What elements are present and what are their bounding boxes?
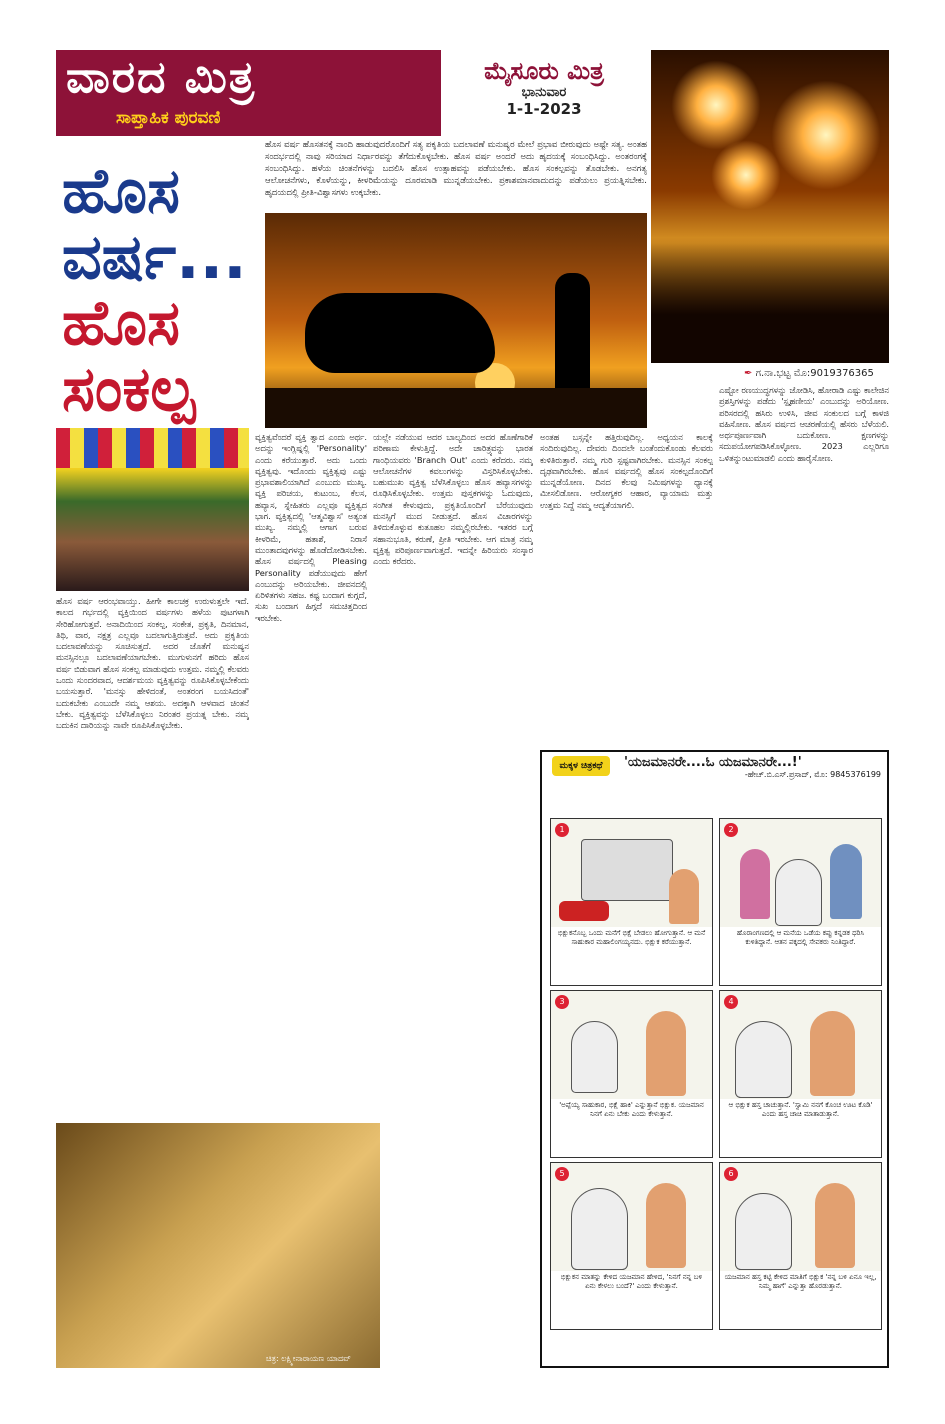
- intro-paragraph: ಹೊಸ ವರ್ಷ ಹೊಸತನಕ್ಕೆ ನಾಂದಿ ಹಾಡುವುದರೊಂದಿಗೆ ಸತ್ಯ ಪಕೃತಿಯ ಬದಲಾವಣೆ ಮನುಷ್ಯರ ಮೇಲೆ ಪ್ರಭಾವ ಬೀರುವುದು ಅಷ್ಟೇ ಸತ್ಯ. ಅಂತಹ ಸಂದರ್ಭದಲ್ಲಿ ನಾವು ಸರಿಯಾದ ನಿರ್ಧಾರವನ್ನು ತೆಗೆದುಕೊಳ್ಳಬೇಕು. ಹೊಸ ವರ್ಷ ಅಂದರೆ ಅದು ಹೃದಯಕ್ಕೆ ಸಂಬಂಧಿಸಿದ್ದು. ಅಂತರಂಗಕ್ಕೆ ಸಂಬಂಧಿಸಿದ್ದು. ಹಳೆಯ ಚಿಂತನೆಗಳನ್ನು ಬದಲಿಸಿ ಹೊಸ ಉತ್ಸಾಹವನ್ನು ಪಡೆಯಬೇಕು. ಹೊಸ ಸಂಕಲ್ಪವನ್ನು ತೊಡಬೇಕು. ಅನಗತ್ಯ ಆಲೋಚನೆಗಳು, ಕೊಳೆಯನ್ನು, ಕೀಳರಿಮೆಯನ್ನು ದೂರಮಾಡಿ ಮುನ್ನಡೆಯಬೇಕು. ಪ್ರಕಾಶಮಾನವಾದುದನ್ನು ಪಡೆಯಲು ಪ್ರಯತ್ನಿಸಬೇಕು. ಹೃದಯದಲ್ಲಿ ಪ್ರೀತಿ-ವಿಶ್ವಾಸಗಳು ಉಕ್ಕಬೇಕು.: [265, 140, 647, 198]
- article-column-3: ಯಲ್ಲೇ ನಡೆಯುವ ಅದರ ಬಾಲ್ಯದಿಂದ ಅದರ ಹೊಣೆಗಾರಿಕೆ ಪರಿಣಾಮ ಕೇಳುತ್ತಿದ್ದೆ. ಅದೇ ಚಾರಿತ್ರ್ಯವನ್ನು ಭಾರತ ಗಾಂಧಿಯವರು 'Branch Out' ಎಂದು ಕರೆದರು. ನಮ್ಮ ಆಲೋಚನೆಗಳ ಕವಲುಗಳನ್ನು ವಿಸ್ತರಿಸಿಕೊಳ್ಳಬೇಕು. ಬಹುಮುಖ ವ್ಯಕ್ತಿತ್ವ ಬೆಳೆಸಿಕೊಳ್ಳಲು ಹೊಸ ಹವ್ಯಾಸಗಳನ್ನು ರೂಢಿಸಿಕೊಳ್ಳಬೇಕು. ಉತ್ತಮ ಪುಸ್ತಕಗಳನ್ನು ಓದುವುದು, ಸಂಗೀತ ಕೇಳುವುದು, ಪ್ರಕೃತಿಯೊಂದಿಗೆ ಬೆರೆಯುವುದು ಮನಸ್ಸಿಗೆ ಮುದ ನೀಡುತ್ತದೆ. ಹೊಸ ವಿಚಾರಗಳನ್ನು ತಿಳಿದುಕೊಳ್ಳುವ ಕುತೂಹಲ ನಮ್ಮಲ್ಲಿರಬೇಕು. ಇತರರ ಬಗ್ಗೆ ಸಹಾನುಭೂತಿ, ಕರುಣೆ, ಪ್ರೀತಿ ಇರಬೇಕು. ಆಗ ಮಾತ್ರ ನಮ್ಮ ವ್ಯಕ್ತಿತ್ವ ಪರಿಪೂರ್ಣವಾಗುತ್ತದೆ. ಇದನ್ನೇ ಹಿರಿಯರು ಸಂಸ್ಕಾರ ಎಂದು ಕರೆದರು.: [373, 432, 533, 567]
- issue-day: ಭಾನುವಾರ: [521, 85, 567, 100]
- byline: [744, 368, 874, 379]
- comic-panel: [719, 1162, 882, 1330]
- article-column-3b: [386, 1128, 533, 1368]
- article-column-1: ಹೊಸ ವರ್ಷ ಆರಂಭವಾಯ್ತು. ಹೀಗೇ ಕಾಲಚಕ್ರ ಉರುಳುತ್ತಲೇ ಇದೆ. ಕಾಲದ ಗರ್ಭದಲ್ಲಿ ವ್ಯಕ್ತಿಯಿಂದ ವರ್ಷಗಳು ಹಳೆಯ ಪುಟಗಳಾಗಿ ಸೇರಿಹೋಗುತ್ತವೆ. ಅನಾದಿಯಿಂದ ಸಂಕಲ್ಪ, ಸಂಕೇತ, ಪ್ರಕೃತಿ, ದಿನಮಾನ, ತಿಥಿ, ವಾರ, ನಕ್ಷತ್ರ ಎಲ್ಲವೂ ಬದಲಾಗುತ್ತಿರುತ್ತವೆ. ಅದು ಪ್ರಕೃತಿಯ ಬದಲಾವಣೆಯನ್ನು ಸೂಚಿಸುತ್ತದೆ. ಅದರ ಜೊತೆಗೆ ಮನುಷ್ಯನ ಮನಸ್ಸಿನಲ್ಲೂ ಬದಲಾವಣೆಯಾಗಬೇಕು. ಮುಗುಳುನಗೆ ಹರಿದು ಹೊಸ ವರ್ಷ ಬಿಡುವಾಗ ಹೊಸ ಸಂಕಲ್ಪ ಮಾಡುವುದು ಉತ್ತಮ. ನಮ್ಮಲ್ಲಿ ಕೆಲವರು ಒಂದು ಸುಂದರವಾದ, ಆದರ್ಶಮಯ ವ್ಯಕ್ತಿತ್ವವನ್ನು ರೂಪಿಸಿಕೊಳ್ಳಬೇಕೆಂದು ಬಯಸುತ್ತಾರೆ. 'ಮನಸ್ಸು ಹೇಳಿದಂತೆ, ಅಂತರಂಗ ಬಯಸಿದಂತೆ' ಬದುಕಬೇಕು ಎಂಬುದೇ ನಮ್ಮ ಆಶಯ. ಅದಕ್ಕಾಗಿ ಆಳವಾದ ಚಿಂತನೆ ಬೇಕು. ವ್ಯಕ್ತಿತ್ವವನ್ನು ಬೆಳೆಸಿಕೊಳ್ಳಲು ನಿರಂತರ ಪ್ರಯತ್ನ ಬೇಕು. ನಮ್ಮ ಬದುಕಿನ ದಾರಿಯನ್ನು ನಾವೇ ರೂಪಿಸಿಕೊಳ್ಳಬೇಕು.: [56, 596, 249, 731]
- panel-number: 4: [724, 995, 738, 1009]
- crowd-silhouette: [651, 243, 889, 363]
- master-drawing: [775, 859, 822, 926]
- masthead-subtitle: ಸಾಪ್ತಾಹಿಕ ಪುರವಣಿ: [116, 108, 221, 128]
- beggar-drawing: [646, 1183, 686, 1268]
- panel-number: 2: [724, 823, 738, 837]
- panel-caption: ಭಿಕ್ಷುಕನ ಮಾತನ್ನು ಕೇಳಿದ ಯಜಮಾನ ಹೇಳಿದ, 'ನಿನಗೆ ನನ್ನ ಬಳಿ ಏನು ಕೇಳಲು ಬಂದೆ?' ಎಂದು ಕೇಳುತ್ತಾನೆ.: [551, 1271, 712, 1329]
- panel-caption: ಹೊರಾಂಗಣದಲ್ಲಿ ಆ ಮನೆಯ ಒಡೆಯ ಕಪ್ಪು ಕನ್ನಡಕ ಧರಿಸಿ ಕುಳಿತಿದ್ದಾನೆ. ಆತನ ಪಕ್ಕದಲ್ಲಿ ಸೇವಕರು ನಿಂತಿದ್ದಾರೆ.: [720, 927, 881, 985]
- pen-icon: ✒: [744, 368, 753, 379]
- master-drawing: [571, 1188, 628, 1270]
- servant-drawing: [830, 844, 862, 919]
- temple-crowd-photo: [56, 428, 249, 591]
- beggar-drawing: [815, 1183, 855, 1268]
- headline: [62, 154, 247, 425]
- photo-credit: ಚಿತ್ರ: ಲಕ್ಷ್ಮೀನಾರಾಯಣ ಯಾದವ್: [266, 1354, 351, 1363]
- woman-drawing: [740, 849, 770, 919]
- festive-canopy: [56, 428, 249, 468]
- ox-silhouette: [305, 293, 495, 373]
- headline-line-2: ವರ್ಷ...: [62, 220, 247, 293]
- headline-line-4: ಸಂಕಲ್ಪ: [62, 352, 196, 425]
- firework-burst: [671, 60, 761, 150]
- panel-number: 5: [555, 1167, 569, 1181]
- comic-panel: [550, 990, 713, 1158]
- paper-name: ಮೈಸೂರು ಮಿತ್ರ: [484, 56, 604, 85]
- firework-burst: [711, 140, 781, 210]
- headline-line-3: ಹೊಸ: [62, 286, 180, 359]
- comic-strip: [540, 750, 889, 1368]
- ox-ploughing-photo: [265, 213, 647, 428]
- issue-date: 1-1-2023: [506, 100, 582, 118]
- comic-panel: [550, 1162, 713, 1330]
- farmer-silhouette: [555, 273, 590, 393]
- beggar-drawing: [646, 1011, 686, 1096]
- beggar-drawing: [669, 869, 699, 924]
- panel-caption: ಆ ಭಿಕ್ಷುಕ ಹಸ್ತ ಚಾಚುತ್ತಾನೆ. 'ಸ್ವಾಮಿ ನನಗೆ ಕೊಂಚ ಊಟ ಕೊಡಿ' ಎಂದು ಹಸ್ತ ಚಾಚಿ ಮಾತಾಡುತ್ತಾನೆ.: [720, 1099, 881, 1157]
- panel-caption: ಯಜಮಾನ ಹಸ್ತ ಕಟ್ಟಿ ಕೇಳಿದ ಮಾತಿಗೆ ಭಿಕ್ಷುಕ 'ನನ್ನ ಬಳಿ ಏನೂ ಇಲ್ಲ, ನಿಮ್ಮ ಹಾಗೆ' ಎನ್ನುತ್ತಾ ಹೊರಡುತ್ತಾನೆ.: [720, 1271, 881, 1329]
- panel-caption: ಭಿಕ್ಷುಕನೊಬ್ಬ ಒಂದು ಮನೆಗೆ ಭಿಕ್ಷೆ ಬೇಡಲು ಹೋಗುತ್ತಾನೆ. ಆ ಮನೆ ಸಾಹುಕಾರ ಮಹಾಲಿಂಗಯ್ಯನದು. ಭಿಕ್ಷುಕ ಕರೆಯುತ್ತಾನೆ.: [551, 927, 712, 985]
- masthead: [56, 50, 647, 136]
- car-drawing: [559, 901, 609, 921]
- comic-panel: [719, 990, 882, 1158]
- headline-line-1: ಹೊಸ: [62, 154, 180, 227]
- panel-caption: 'ಅಪ್ಪೆಯ್ಯ ಸಾಹುಕಾರ, ಭಿಕ್ಷೆ ಹಾಕಿ' ಎನ್ನುತ್ತಾನೆ ಭಿಕ್ಷುಕ. ಯಜಮಾನ ನಿನಗೆ ಏನು ಬೇಕು ಎಂದು ಕೇಳುತ್ತಾನೆ.: [551, 1099, 712, 1157]
- panel-number: 6: [724, 1167, 738, 1181]
- article-column-2: ವ್ಯಕ್ತಿತ್ವವೆಂದರೆ ವ್ಯಕ್ತಿ ತ್ವಾದ ಎಂದು ಅರ್ಥ. ಅದನ್ನು ಇಂಗ್ಲಿಷ್ನಲ್ಲಿ 'Personality' ಎಂದು ಕರೆಯುತ್ತಾರೆ. ಅದು ಒಂದು ವ್ಯಕ್ತಿತ್ವವು. ಇದೊಂದು ವ್ಯಕ್ತಿತ್ವವು ಎಷ್ಟು ಪ್ರಭಾವಶಾಲಿಯಾಗಿದೆ ಎಂಬುದು ಮುಖ್ಯ. ವ್ಯಕ್ತಿ ಪರಿಚಯ, ಕುಟುಂಬ, ಕೆಲಸ, ಹವ್ಯಾಸ, ಸ್ನೇಹಿತರು ಎಲ್ಲವೂ ವ್ಯಕ್ತಿತ್ವದ ಭಾಗ. ವ್ಯಕ್ತಿತ್ವದಲ್ಲಿ 'ಆತ್ಮವಿಶ್ವಾಸ' ಅತ್ಯಂತ ಮುಖ್ಯ. ನಮ್ಮಲ್ಲಿ ಆಗಾಗ ಬರುವ ಕೀಳರಿಮೆ, ಹತಾಶೆ, ನಿರಾಸೆ ಮುಂತಾದವುಗಳನ್ನು ಹೊಡೆದೋಡಿಸಬೇಕು. ಹೊಸ ವರ್ಷದಲ್ಲಿ Pleasing Personality ಪಡೆಯುವುದು ಹೇಗೆ ಎಂಬುದನ್ನು ಅರಿಯಬೇಕು. ಜೀವನದಲ್ಲಿ ಏರಿಳಿತಗಳು ಸಹಜ. ಕಷ್ಟ ಬಂದಾಗ ಕುಗ್ಗದೆ, ಸುಖ ಬಂದಾಗ ಹಿಗ್ಗದೆ ಸಮಚಿತ್ತದಿಂದ ಇರಬೇಕು.: [255, 432, 367, 623]
- fireworks-photo: [651, 50, 889, 363]
- comic-credit: -ಹೇಚ್.ಬಿ.ಎಸ್.ಪ್ರಸಾದ್, ಮೊ: 9845376199: [744, 770, 881, 779]
- panel-number: 3: [555, 995, 569, 1009]
- firework-burst: [771, 80, 881, 190]
- master-drawing: [735, 1021, 792, 1098]
- ground: [265, 388, 647, 428]
- article-column-5: ಎಷ್ಟೋ ರಣಯುದ್ಧಗಳನ್ನು ಜೋಡಿಸಿ, ಹೋರಾಡಿ ಎಷ್ಟು ಕಾಲೇಜಿನ ಪ್ರಶಸ್ತಿಗಳನ್ನು ಪಡೆದು 'ಸ್ಪೃಹಣೀಯ' ಎಂಬುದನ್ನು ಅರಿಯೋಣ. ಪರಿಸರದಲ್ಲಿ ಹಸಿರು ಉಳಿಸಿ, ಜೀವ ಸಂಕುಲದ ಬಗ್ಗೆ ಕಾಳಜಿ ವಹಿಸೋಣ. ಹೊಸ ವರ್ಷದ ಆಚರಣೆಯಲ್ಲಿ ಹೆಸರು ಬೆಳೆಯಲಿ. ಅರ್ಥಪೂರ್ಣವಾಗಿ ಬದುಕೋಣ. ಕ್ಷಣಗಳನ್ನು ಸದುಪಯೋಗಪಡಿಸಿಕೊಳ್ಳೋಣ. 2023 ಎಲ್ಲರಿಗೂ ಒಳಿತನ್ನುಂಟುಮಾಡಲಿ ಎಂದು ಹಾರೈಸೋಣ.: [719, 385, 889, 463]
- comic-panel: [719, 818, 882, 986]
- comic-panel: [550, 818, 713, 986]
- article-column-4: ಅಂತಹ ಬಸ್ಸನ್ನೇ ಹತ್ತಿರುವುದಿಲ್ಲ. ಅಧ್ಯಯನ ಕಾಲಕ್ಕೆ ಸಂದಿರುವುದಿಲ್ಲ. ದೇವರು ದಿಂದಲೇ ಬಂತೆಂದುಕೊಂಡು ಕೆಲವರು ಕುಳಿತಿರುತ್ತಾರೆ. ನಮ್ಮ ಗುರಿ ಸ್ಪಷ್ಟವಾಗಿರಬೇಕು. ಮನಸ್ಸಿನ ಸಂಕಲ್ಪ ದೃಢವಾಗಿರಬೇಕು. ಹೊಸ ವರ್ಷದಲ್ಲಿ ಹೊಸ ಸಂಕಲ್ಪದೊಂದಿಗೆ ಮುನ್ನಡೆಯೋಣ. ದಿನದ ಕೆಲವು ನಿಮಿಷಗಳನ್ನು ಧ್ಯಾನಕ್ಕೆ ಮೀಸಲಿಡೋಣ. ಆರೋಗ್ಯಕರ ಆಹಾರ, ವ್ಯಾಯಾಮ ಮತ್ತು ಉತ್ತಮ ನಿದ್ದೆ ನಮ್ಮ ಆದ್ಯತೆಯಾಗಲಿ.: [540, 432, 713, 510]
- grain-winnowing-photo: [56, 1123, 380, 1368]
- byline-text: ಗ.ನಾ.ಭಟ್ಟ ಮೊ:9019376365: [755, 368, 874, 379]
- comic-title: 'ಯಜಮಾನರೇ....ಓ ಯಜಮಾನರೇ...!': [624, 755, 802, 770]
- masthead-paper-block: [441, 50, 647, 136]
- panel-number: 1: [555, 823, 569, 837]
- masthead-title: ವಾರದ ಮಿತ್ರ: [66, 52, 257, 103]
- master-drawing: [735, 1193, 792, 1270]
- house-drawing: [581, 839, 673, 901]
- master-drawing: [571, 1021, 618, 1093]
- beggar-drawing: [810, 1011, 855, 1096]
- comic-badge: ಮಕ್ಕಳ ಚಿತ್ರಕಥೆ: [552, 756, 610, 776]
- comic-header: [542, 752, 887, 780]
